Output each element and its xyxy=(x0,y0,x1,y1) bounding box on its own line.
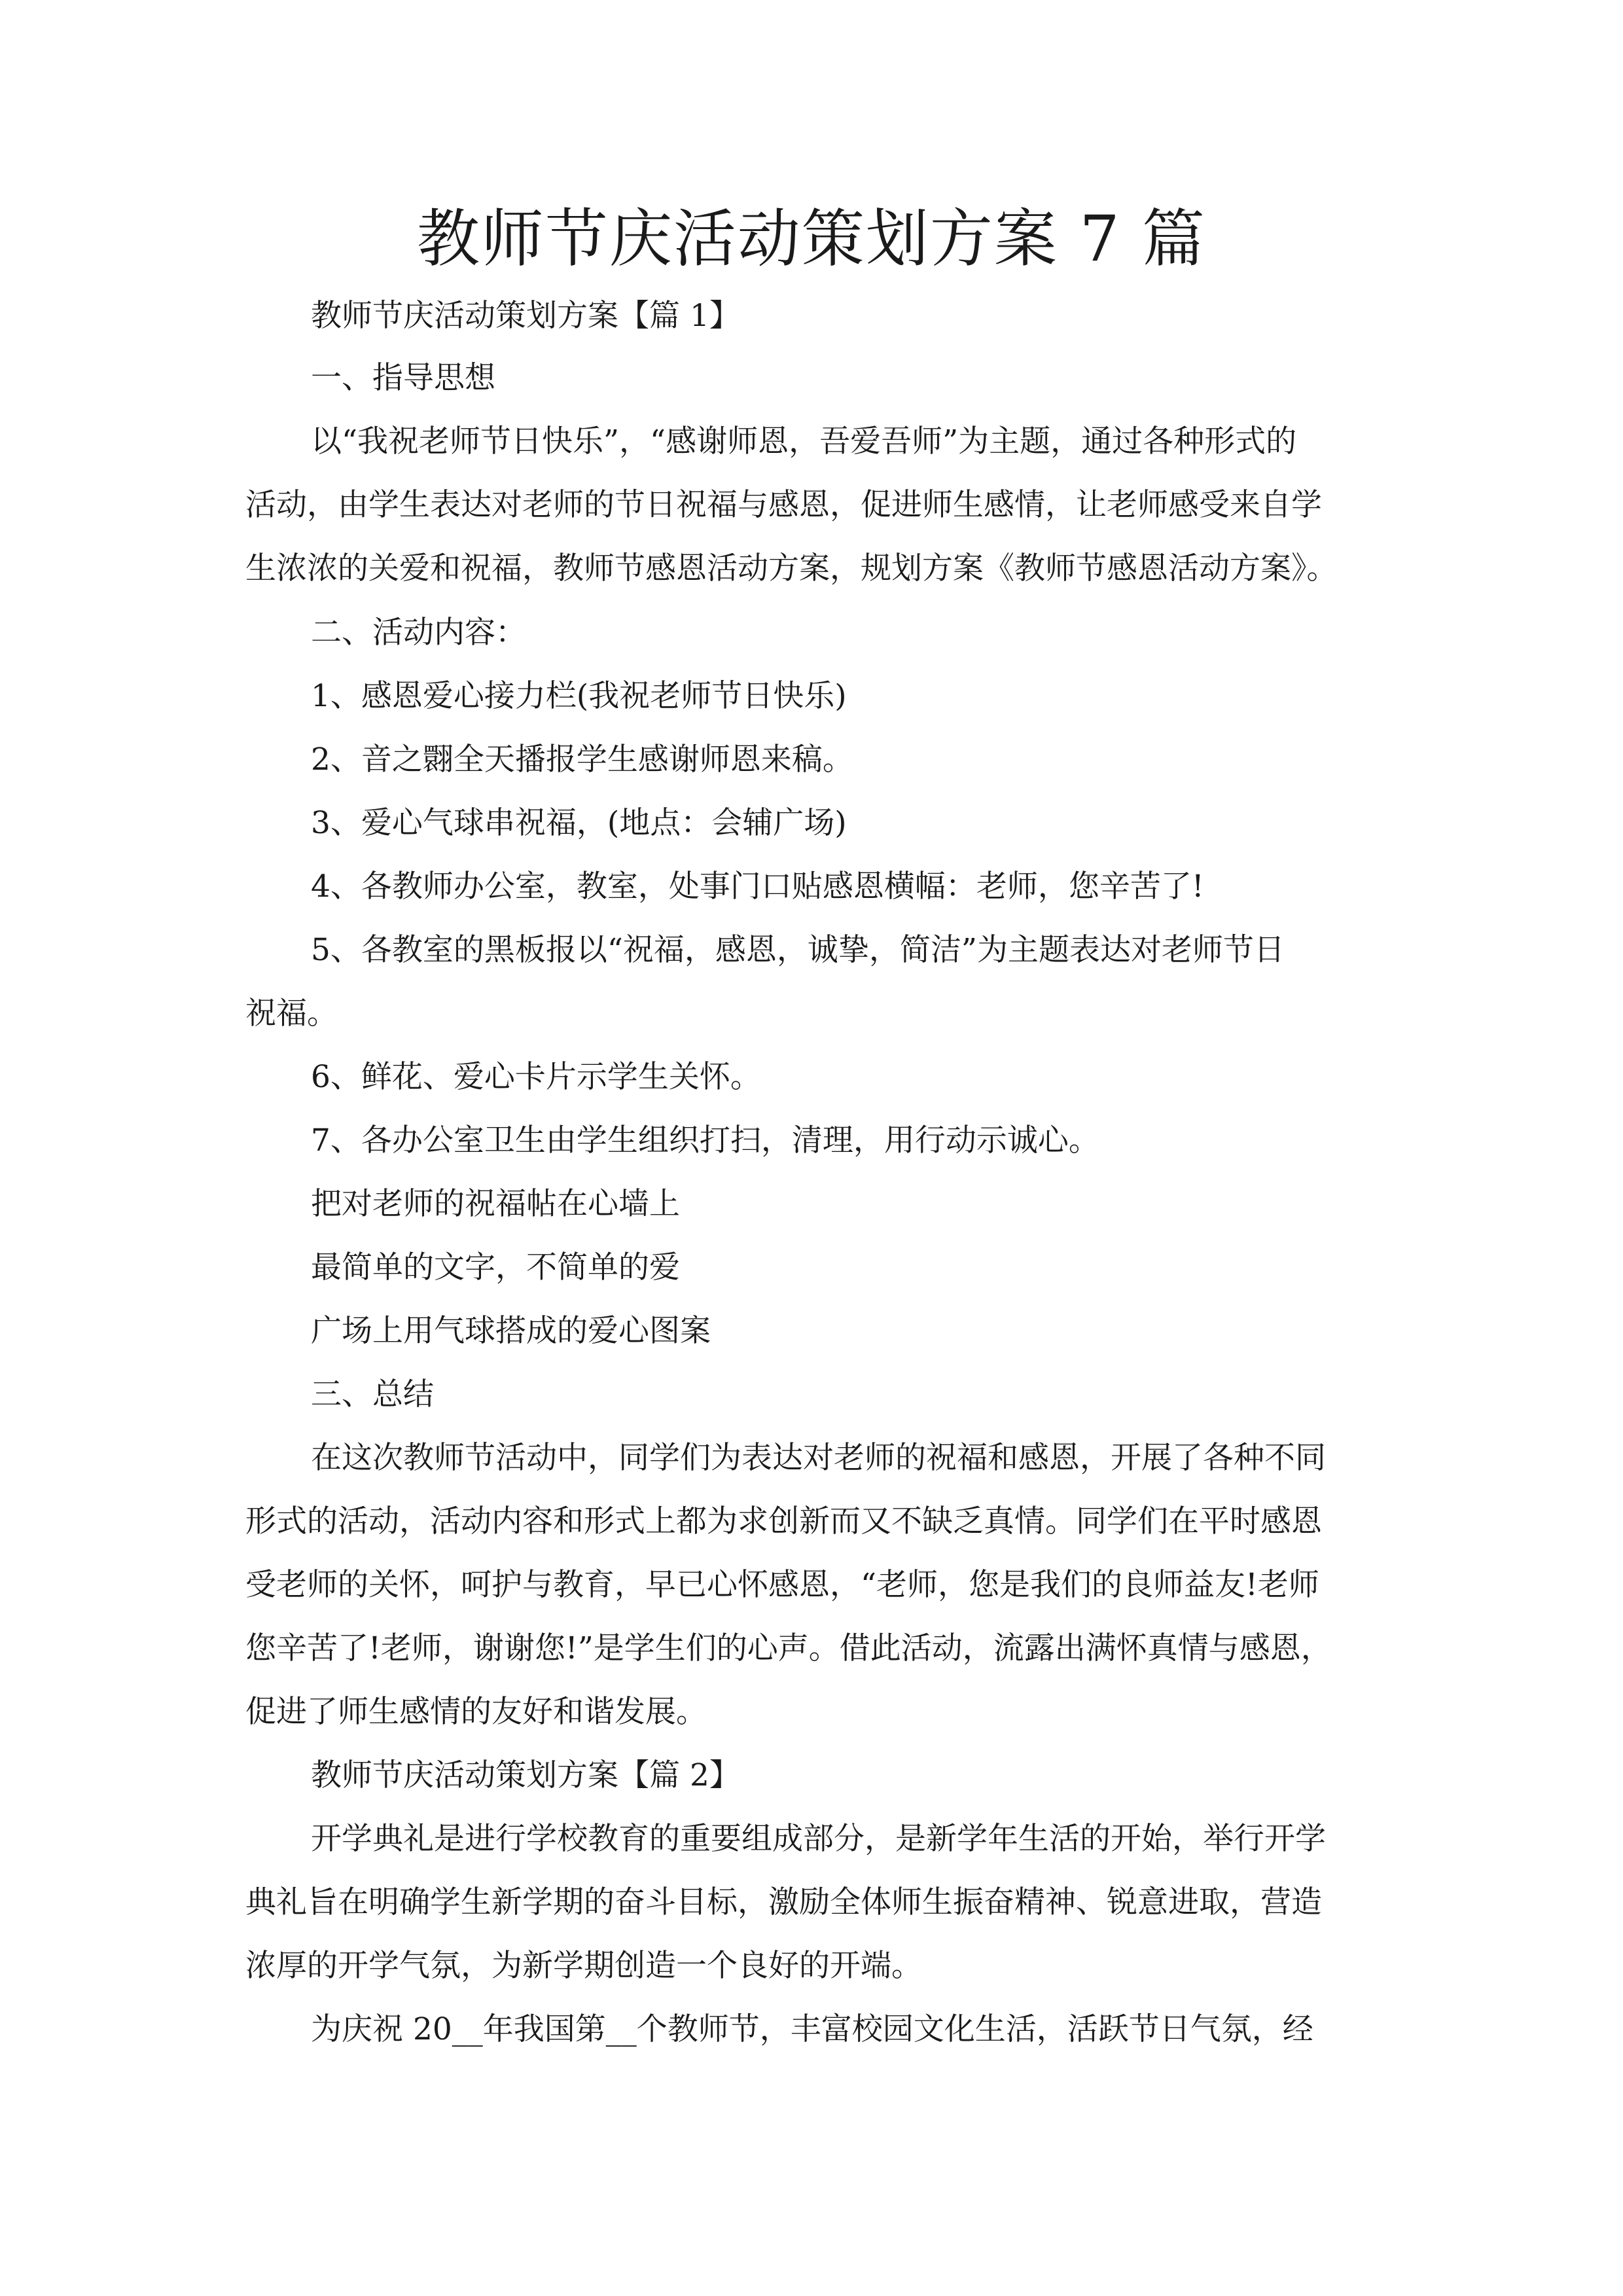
list-item: 6、鲜花、爱心卡片示学生关怀。 xyxy=(311,1059,761,1095)
paragraph-line: 在这次教师节活动中，同学们为表达对老师的祝福和感恩，开展了各种不同 xyxy=(311,1440,1326,1476)
list-item-continuation: 祝福。 xyxy=(245,996,338,1031)
heading-summary: 三、总结 xyxy=(311,1376,434,1412)
list-item: 3、爱心气球串祝福，(地点：会辅广场) xyxy=(311,805,847,841)
paragraph-line: 开学典礼是进行学校教育的重要组成部分，是新学年生活的开始，举行开学 xyxy=(311,1821,1326,1857)
paragraph-line: 促进了师生感情的友好和谐发展。 xyxy=(245,1694,707,1730)
paragraph-line: 形式的活动，活动内容和形式上都为求创新而又不缺乏真情。同学们在平时感恩 xyxy=(245,1503,1322,1539)
paragraph-line: 最简单的文字，不简单的爱 xyxy=(311,1249,680,1285)
paragraph-line: 活动，由学生表达对老师的节日祝福与感恩，促进师生感情，让老师感受来自学 xyxy=(245,487,1322,523)
list-item: 5、各教室的黑板报以“祝福，感恩，诚挚，简洁”为主题表达对老师节日 xyxy=(311,932,1285,968)
paragraph-line: 为庆祝 20__年我国第__个教师节，丰富校园文化生活，活跃节日气氛，经 xyxy=(311,2011,1313,2047)
list-item: 7、各办公室卫生由学生组织打扫，清理，用行动示诚心。 xyxy=(311,1122,1099,1158)
paragraph-line: 典礼旨在明确学生新学期的奋斗目标，激励全体师生振奋精神、锐意进取，营造 xyxy=(245,1884,1322,1920)
section-heading-part-2: 教师节庆活动策划方案【篇 2】 xyxy=(311,1757,740,1793)
list-item: 2、音之翾全天播报学生感谢师恩来稿。 xyxy=(311,742,853,778)
list-item: 4、各教师办公室，教室，处事门口贴感恩横幅：老师，您辛苦了! xyxy=(311,869,1204,905)
section-heading-part-1: 教师节庆活动策划方案【篇 1】 xyxy=(311,298,740,334)
list-item: 1、感恩爱心接力栏(我祝老师节日快乐) xyxy=(311,678,847,714)
paragraph-line: 以“我祝老师节日快乐”，“感谢师恩，吾爱吾师”为主题，通过各种形式的 xyxy=(311,423,1297,459)
heading-activity-content: 二、活动内容： xyxy=(311,615,526,651)
paragraph-line: 生浓浓的关爱和祝福，教师节感恩活动方案，规划方案《教师节感恩活动方案》。 xyxy=(245,550,1338,586)
paragraph-line: 把对老师的祝福帖在心墙上 xyxy=(311,1186,680,1222)
paragraph-line: 受老师的关怀，呵护与教育，早已心怀感恩，“老师，您是我们的良师益友!老师 xyxy=(245,1567,1319,1603)
paragraph-line: 广场上用气球搭成的爱心图案 xyxy=(311,1313,711,1349)
paragraph-line: 您辛苦了!老师，谢谢您!”是学生们的心声。借此活动，流露出满怀真情与感恩， xyxy=(245,1630,1332,1666)
heading-guiding-ideology: 一、指导思想 xyxy=(311,360,495,396)
document-title: 教师节庆活动策划方案 7 篇 xyxy=(416,202,1207,276)
paragraph-line: 浓厚的开学气氛，为新学期创造一个良好的开端。 xyxy=(245,1948,922,1984)
